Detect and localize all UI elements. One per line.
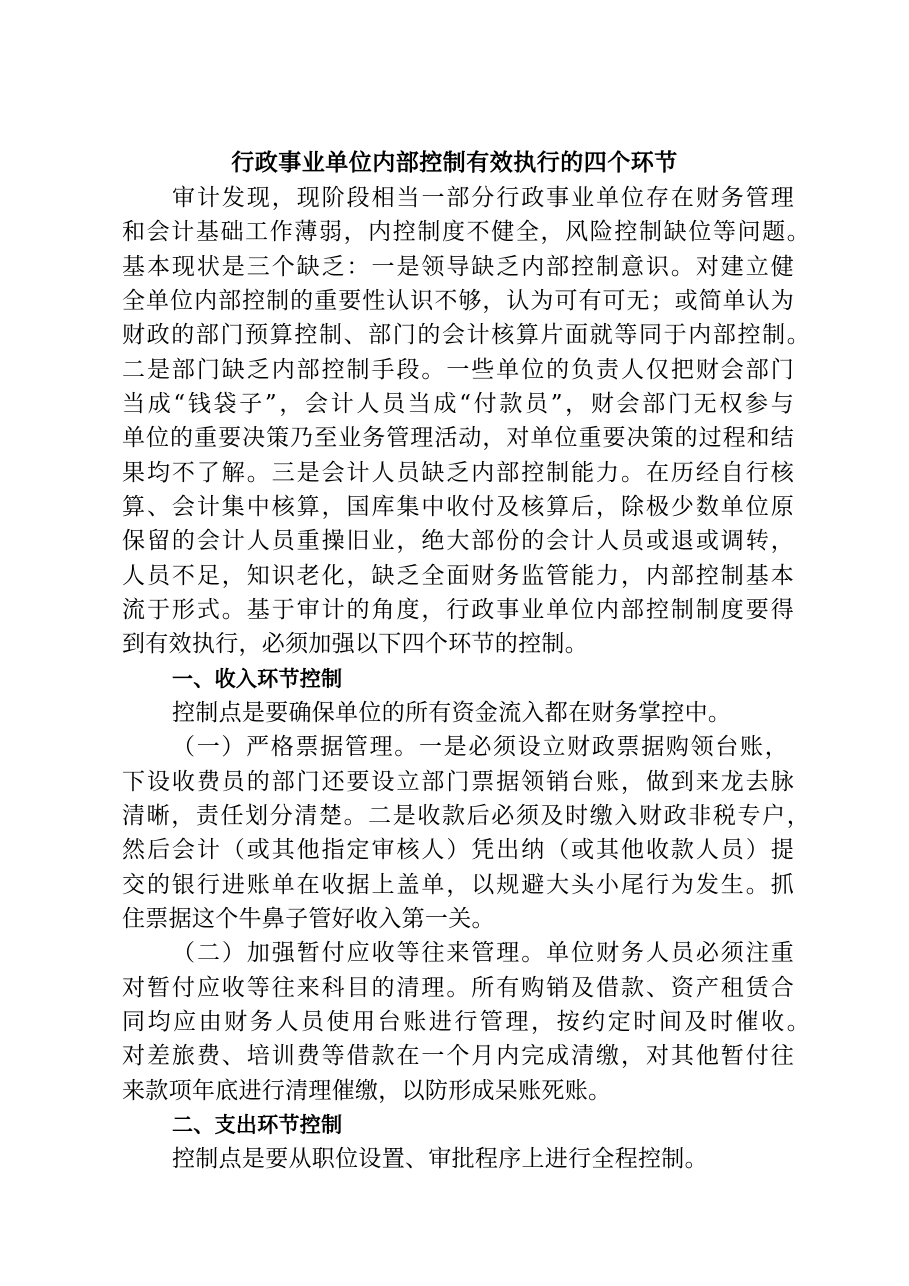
section-heading: 一、收入环节控制 [172,667,343,691]
paragraph-line: 审计发现，现阶段相当一部分行政事业单位存在财务管理 [172,185,794,211]
paragraph-line: 住票据这个牛鼻子管好收入第一关。 [122,906,495,932]
paragraph-line: 果均不了解。三是会计人员缺乏内部控制能力。在历经自行核 [122,460,794,486]
paragraph-line: 来款项年底进行清理催缴，以防形成呆账死账。 [122,1078,612,1104]
paragraph-line: 单位的重要决策乃至业务管理活动，对单位重要决策的过程和结 [122,425,794,451]
paragraph-line: 清晰，责任划分清楚。二是收款后必须及时缴入财政非税专户， [122,803,810,829]
paragraph-line: 然后会计（或其他指定审核人）凭出纳（或其他收款人员）提 [122,837,794,863]
paragraph-line: 交的银行进账单在收据上盖单，以规避大头小尾行为发生。抓 [122,872,794,898]
paragraph-line: （二）加强暂付应收等往来管理。单位财务人员必须注重 [172,940,794,966]
paragraph-line: 二是部门缺乏内部控制手段。一些单位的负责人仅把财会部门 [122,357,794,383]
paragraph-line: 和会计基础工作薄弱，内控制度不健全，风险控制缺位等问题。 [122,219,810,245]
paragraph-line: 控制点是要从职位设置、审批程序上进行全程控制。 [172,1146,708,1172]
paragraph-line: 下设收费员的部门还要设立部门票据领销台账，做到来龙去脉 [122,769,794,795]
paragraph-line: 当成“钱袋子”，会计人员当成“付款员”，财会部门无权参与 [122,391,794,417]
paragraph-line: 保留的会计人员重操旧业，绝大部份的会计人员或退或调转， [122,528,794,554]
paragraph-line: 到有效执行，必须加强以下四个环节的控制。 [122,631,588,657]
paragraph-line: （一）严格票据管理。一是必须设立财政票据购领台账， [172,734,788,760]
document-title: 行政事业单位内部控制有效执行的四个环节 [231,150,678,176]
paragraph-line: 对暂付应收等往来科目的清理。所有购销及借款、资产租赁合 [122,975,794,1001]
paragraph-line: 控制点是要确保单位的所有资金流入都在财务掌控中。 [172,700,732,726]
paragraph-line: 全单位内部控制的重要性认识不够，认为可有可无；或简单认为 [122,288,794,314]
paragraph-line: 算、会计集中核算，国库集中收付及核算后，除极少数单位原 [122,494,794,520]
paragraph-line: 财政的部门预算控制、部门的会计核算片面就等同于内部控制。 [122,322,810,348]
paragraph-line: 同均应由财务人员使用台账进行管理，按约定时间及时催收。 [122,1009,810,1035]
paragraph-line: 人员不足，知识老化，缺乏全面财务监管能力，内部控制基本 [122,563,794,589]
section-heading: 二、支出环节控制 [172,1113,343,1137]
paragraph-line: 对差旅费、培训费等借款在一个月内完成清缴，对其他暂付往 [122,1043,794,1069]
paragraph-line: 基本现状是三个缺乏：一是领导缺乏内部控制意识。对建立健 [122,254,794,280]
paragraph-line: 流于形式。基于审计的角度，行政事业单位内部控制制度要得 [122,597,794,623]
